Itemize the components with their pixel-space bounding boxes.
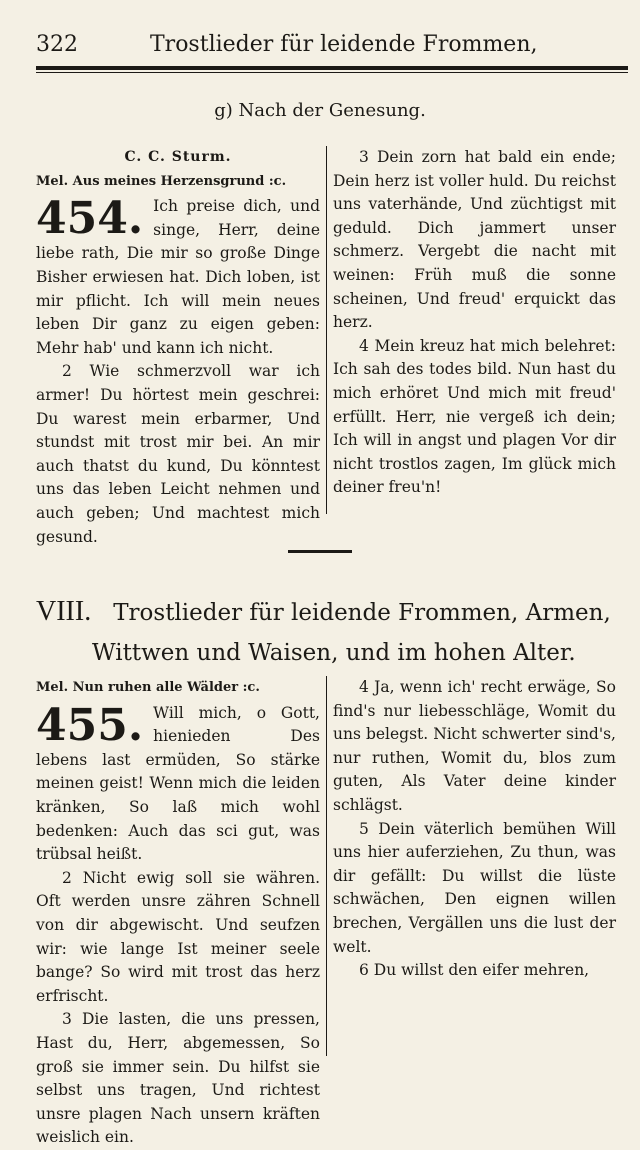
hymn-454-number: 454. [36,193,144,245]
column-divider-bottom [326,676,327,1056]
section-divider [288,550,352,553]
hymn-454-verse-3: 3 Dein zorn hat bald ein ende; Dein herz ist voller huld. Du reichst uns vaterhände, Und züchtigst mit geduld. Dich jammert unser schmerz. Vergebt die nacht mit weinen: Früh muß die sonne scheinen, Und freud' erquickt das herz. [333,148,616,332]
hymn-455-melody: Mel. Nun ruhen alle Wälder :c. [36,680,260,695]
page-header [36,30,626,60]
column-divider-top [326,146,327,514]
subheading: g) Nach der Genesung. [214,100,426,121]
hymn-454-melody: Mel. Aus meines Herzensgrund :c. [36,173,287,189]
hymn-455-right-column [333,676,616,983]
hymn-454-left-column [36,146,320,549]
hymn-454-verse-1 [36,195,320,360]
section-heading [36,592,636,673]
hymn-455-verse-3: 3 Die lasten, die uns pressen, Hast du, Herr, abgemessen, So groß sie immer sein. Du hilfst sie selbst uns tragen, Und richtest unsre plagen Nach unsern kräften weislich ein. [36,1010,320,1147]
hymn-455-left-column [36,676,320,1150]
hymn-454-verse-1-text: Ich preise dich, und singe, Herr, deine liebe rath, Die mir so große Dinge Bisher erwiesen hat. Dich loben, ist mir pflicht. Ich will mein neues leben Dir ganz zu eigen geben: Mehr hab' und kann ich nicht. [36,197,320,357]
hymn-454-verse-4: 4 Mein kreuz hat mich belehret: Ich sah des todes bild. Nun hast du mich erhöret Und mich mit freud' erfüllt. Herr, nie vergeß ich dein; Ich will in angst und plagen Vor dir nicht trostlos zagen, Im glück mich deiner freu'n! [333,336,616,497]
section-title-line-2: Wittwen und Waisen, und im hohen Alter. [92,640,576,666]
hymn-455-verse-1 [36,699,320,867]
header-rule-thin [36,72,628,73]
hymn-455-verse-2: 2 Nicht ewig soll sie währen. Oft werden unsre zähren Schnell von dir abgewischt. Und seufzen wir: wie lange Ist meiner seele bange? So wird mit trost das herz erfrischt. [36,868,320,1005]
hymn-455-verse-1-text: Will mich, o Gott, hienieden Des lebens last ermüden, So stärke meinen geist! Wenn mich die leiden kränken, So laß mich wohl bedenken: Auch das sci gut, was trübsal heißt. [36,703,320,864]
hymn-455-verse-4: 4 Ja, wenn ich' recht erwäge, So find's nur liebesschläge, Womit du uns belegst. Nicht schwerter sind's, nur ruthen, Womit du, blos zum guten, Als Vater deine kinder schlägst. [333,678,616,814]
hymn-455-verse-5: 5 Dein väterlich bemühen Will uns hier auferziehen, Zu thun, was dir gefällt: Du willst die lüste schwächen, Den eignen willen brechen, Vergällen uns die lust der welt. [333,819,616,956]
page-number: 322 [36,32,78,57]
section-numeral: VIII. [36,596,92,627]
hymn-454-right-column [333,146,616,500]
running-title: Trostlieder für leidende Frommen, [150,32,538,57]
hymn-455-verse-6: 6 Du willst den eifer mehren, [359,961,590,980]
hymn-454-verse-2: 2 Wie schmerzvoll war ich armer! Du hörtest mein geschrei: Du warest mein erbarmer, Und stundst mit trost mir bei. An mir auch thatst du kund, Du könntest uns das leben Leicht nehmen und auch geben; Und machtest mich gesund. [36,362,320,546]
hymn-454-author: C. C. Sturm. [124,149,232,165]
hymn-455-number: 455. [36,699,144,751]
section-title-line-1: Trostlieder für leidende Frommen, Armen, [113,600,611,626]
header-rule-thick [36,66,628,70]
